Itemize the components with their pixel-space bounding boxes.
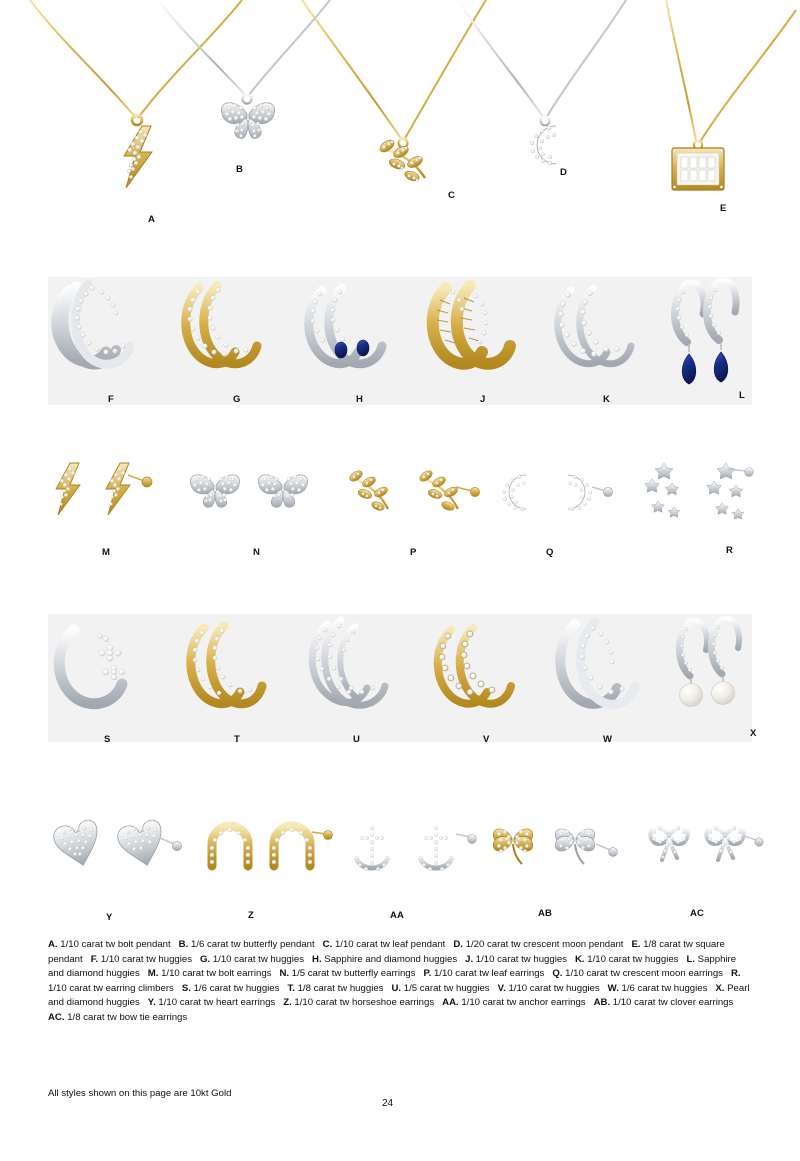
item-letter-G: G bbox=[233, 394, 241, 405]
item-letter-W: W bbox=[603, 734, 613, 745]
product-U-triple-huggie[interactable] bbox=[295, 608, 410, 745]
stud-earrings-row bbox=[0, 455, 800, 575]
caption-letter: D. bbox=[453, 939, 466, 950]
caption-letter: Q. bbox=[552, 968, 566, 980]
caption-letter: A. bbox=[48, 939, 61, 950]
caption-description: 1/10 carat tw clover earrings bbox=[612, 997, 734, 1009]
product-Z-horseshoe-earrings[interactable] bbox=[198, 810, 338, 921]
huggies-row-1 bbox=[0, 262, 800, 412]
caption-description: 1/10 carat tw bolt pendant bbox=[60, 939, 171, 950]
caption-description: 1/8 carat tw bow tie earrings bbox=[67, 1011, 188, 1023]
item-letter-F: F bbox=[108, 394, 115, 405]
item-letter-H: H bbox=[356, 394, 364, 405]
product-H-sapphire-huggie[interactable] bbox=[298, 272, 398, 405]
caption-letter: L. bbox=[686, 953, 698, 965]
caption-letter: Y. bbox=[147, 997, 159, 1009]
page-number: 24 bbox=[382, 1098, 394, 1109]
caption-description: 1/8 carat tw huggies bbox=[297, 982, 384, 994]
caption-description: 1/5 carat tw butterfly earrings bbox=[291, 968, 416, 980]
item-letter-R: R bbox=[726, 545, 734, 556]
caption-description: 1/10 carat tw leaf pendant bbox=[334, 939, 446, 950]
caption-letter: X. bbox=[715, 982, 728, 994]
caption-description: 1/10 carat tw bolt earrings bbox=[161, 968, 272, 980]
caption-letter: Z. bbox=[283, 997, 295, 1009]
caption-letter: F. bbox=[90, 953, 101, 965]
product-V-bezel-huggie[interactable] bbox=[425, 612, 530, 745]
item-letter-AA: AA bbox=[390, 910, 405, 921]
item-letter-X: X bbox=[750, 728, 757, 739]
caption-letter: N. bbox=[279, 968, 292, 980]
shape-earrings-row bbox=[0, 800, 800, 923]
item-letter-AC: AC bbox=[690, 908, 705, 919]
caption-description: 1/8 carat tw square pendant bbox=[48, 939, 725, 965]
product-P-leaf-earrings[interactable] bbox=[340, 465, 490, 558]
product-W-crossover-wide-huggie[interactable] bbox=[545, 608, 655, 745]
item-letter-M: M bbox=[102, 547, 111, 558]
caption-description: 1/6 carat tw huggies bbox=[621, 982, 708, 994]
item-letter-L: L bbox=[739, 390, 746, 401]
caption-letter: E. bbox=[631, 939, 644, 950]
caption-letter: J. bbox=[465, 953, 476, 965]
item-letter-P: P bbox=[410, 547, 417, 558]
pendants-row bbox=[0, 0, 800, 240]
product-AC-bow-tie-earrings[interactable] bbox=[640, 814, 775, 919]
caption-letter: G. bbox=[200, 953, 213, 965]
caption-description: 1/10 carat tw huggies bbox=[508, 982, 600, 994]
product-Q-crescent-moon-earrings[interactable] bbox=[490, 467, 610, 558]
product-S-cluster-huggie[interactable] bbox=[48, 612, 158, 745]
product-Y-heart-earrings[interactable] bbox=[48, 812, 193, 923]
caption-letter: T. bbox=[287, 982, 298, 994]
product-N-butterfly-earrings[interactable] bbox=[185, 465, 325, 558]
caption-block bbox=[48, 938, 754, 1026]
caption-letter: U. bbox=[391, 982, 404, 994]
caption-description: 1/10 carat tw huggies bbox=[212, 953, 305, 965]
product-J-twist-huggie[interactable] bbox=[420, 272, 525, 405]
product-R-earring-climbers[interactable] bbox=[630, 455, 770, 565]
caption-description: 1/10 carat tw horseshoe earrings bbox=[294, 997, 435, 1009]
caption-description: 1/10 carat tw heart earrings bbox=[158, 997, 276, 1009]
caption-description: 1/10 carat tw huggies bbox=[475, 953, 567, 965]
caption-description: 1/20 carat tw crescent moon pendant bbox=[465, 939, 624, 950]
product-T-pave-huggie[interactable] bbox=[178, 612, 283, 745]
item-letter-AB: AB bbox=[538, 908, 553, 919]
footnote: All styles shown on this page are 10kt Gold bbox=[48, 1088, 232, 1099]
item-letter-K: K bbox=[603, 394, 611, 405]
caption-letter: S. bbox=[181, 982, 194, 994]
product-G-double-huggie[interactable] bbox=[175, 272, 275, 405]
caption-description: 1/10 carat tw anchor earrings bbox=[461, 997, 586, 1009]
caption-letter: V. bbox=[497, 982, 509, 994]
item-letter-B: B bbox=[236, 164, 244, 175]
caption-description: 1/10 carat tw leaf earrings bbox=[433, 968, 545, 980]
huggies-row-2 bbox=[0, 600, 800, 750]
caption-letter: W. bbox=[607, 982, 622, 994]
caption-description: 1/10 carat tw huggies bbox=[100, 953, 193, 965]
caption-letter: B. bbox=[178, 939, 191, 950]
item-letter-D: D bbox=[560, 167, 568, 178]
product-L-sapphire-drop-huggie[interactable] bbox=[665, 262, 775, 422]
item-letter-Q: Q bbox=[546, 547, 554, 558]
product-M-bolt-earrings[interactable] bbox=[40, 455, 170, 558]
caption-letter: H. bbox=[312, 953, 325, 965]
caption-letter: AA. bbox=[442, 997, 462, 1009]
item-letter-V: V bbox=[483, 734, 490, 745]
caption-letter: AC. bbox=[48, 1011, 68, 1023]
item-letter-J: J bbox=[480, 394, 486, 405]
product-F-crossover-huggie[interactable] bbox=[50, 272, 150, 405]
caption-letter: M. bbox=[147, 968, 162, 980]
caption-description: 1/10 carat tw crescent moon earrings bbox=[565, 968, 723, 980]
item-letter-E: E bbox=[720, 203, 727, 214]
caption-letter: K. bbox=[575, 953, 588, 965]
item-letter-A: A bbox=[148, 214, 156, 225]
item-letter-S: S bbox=[104, 734, 111, 745]
caption-description: 1/5 carat tw huggies bbox=[403, 982, 490, 994]
item-letter-Y: Y bbox=[106, 912, 113, 923]
caption-description: Pearl and diamond huggies bbox=[48, 982, 750, 1009]
product-AA-anchor-earrings[interactable] bbox=[340, 810, 480, 921]
product-E-square-pendant[interactable] bbox=[600, 0, 800, 214]
caption-letter: R. bbox=[730, 968, 741, 980]
caption-description: Sapphire and diamond huggies bbox=[48, 953, 737, 980]
item-letter-C: C bbox=[448, 190, 456, 201]
caption-letter: C. bbox=[322, 939, 335, 950]
item-letter-N: N bbox=[253, 547, 261, 558]
caption-description: 1/6 carat tw huggies bbox=[193, 982, 280, 994]
caption-description: 1/6 carat tw butterfly pendant bbox=[190, 939, 315, 950]
caption-description: 1/10 carat tw huggies bbox=[587, 953, 679, 965]
item-letter-T: T bbox=[234, 734, 241, 745]
caption-letter: AB. bbox=[593, 997, 613, 1009]
product-X-pearl-drop-huggie[interactable] bbox=[668, 600, 778, 750]
product-AB-clover-earrings[interactable] bbox=[480, 808, 625, 919]
item-letter-Z: Z bbox=[248, 910, 255, 921]
caption-description: Sapphire and diamond huggies bbox=[324, 953, 458, 965]
item-letter-U: U bbox=[353, 734, 361, 745]
product-K-double-row-huggie[interactable] bbox=[545, 272, 645, 405]
caption-description: 1/10 carat tw earring climbers bbox=[48, 982, 174, 994]
caption-letter: P. bbox=[423, 968, 434, 980]
